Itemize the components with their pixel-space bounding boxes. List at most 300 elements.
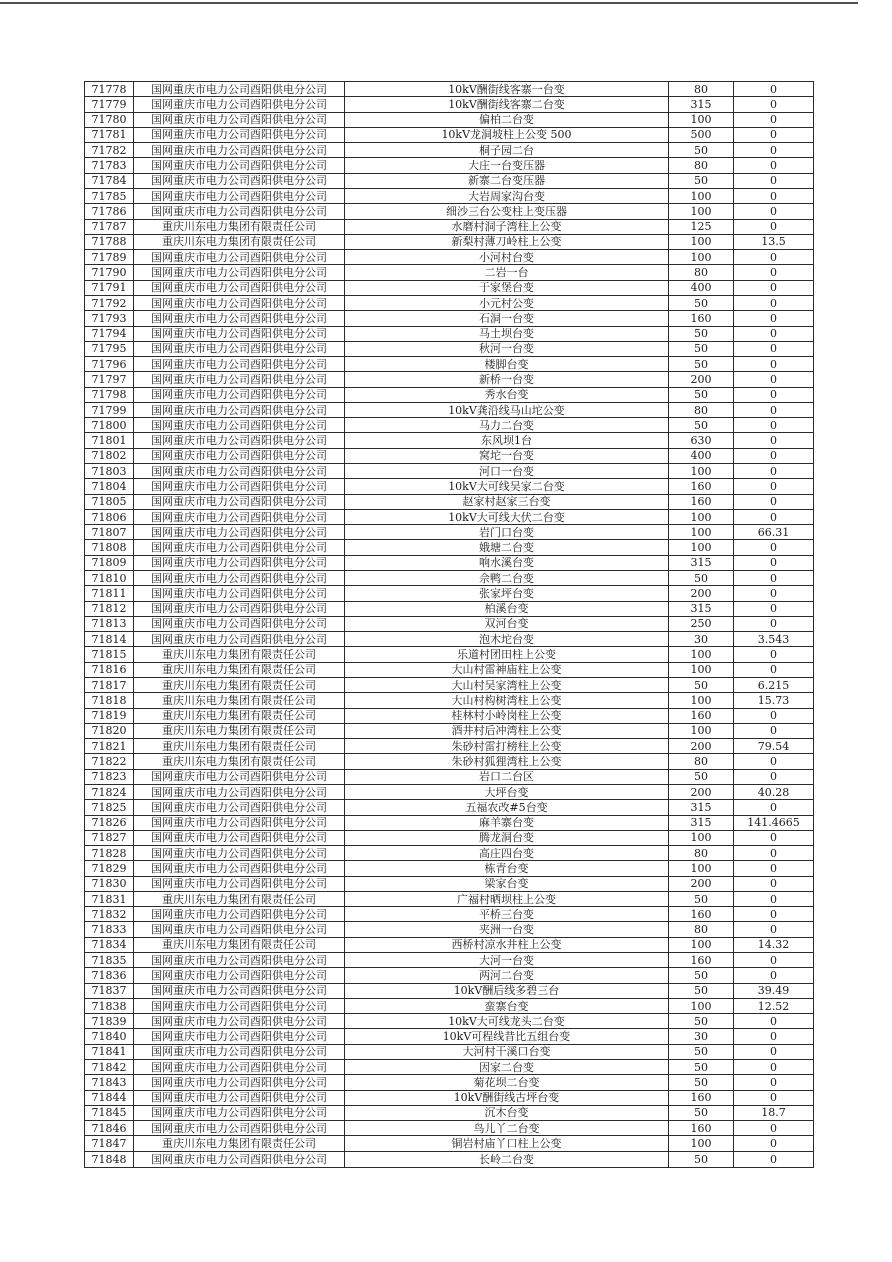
cell-value: 0 bbox=[734, 311, 814, 326]
cell-value: 0 bbox=[734, 1075, 814, 1090]
cell-id: 71796 bbox=[85, 357, 134, 372]
table-row bbox=[85, 662, 814, 677]
cell-name: 广福村晒坝柱上公变 bbox=[345, 891, 669, 906]
cell-id: 71839 bbox=[85, 1014, 134, 1029]
table-row bbox=[85, 372, 814, 387]
cell-value: 0 bbox=[734, 341, 814, 356]
cell-id: 71834 bbox=[85, 937, 134, 952]
cell-value: 66.31 bbox=[734, 525, 814, 540]
cell-name: 10kV酬后线多碧三台 bbox=[345, 983, 669, 998]
top-rule bbox=[0, 2, 858, 4]
cell-name: 沉木台变 bbox=[345, 1105, 669, 1120]
table-row bbox=[85, 784, 814, 799]
cell-name: 偏柏二台变 bbox=[345, 112, 669, 127]
cell-name: 鸟儿丫二台变 bbox=[345, 1121, 669, 1136]
cell-name: 赵家村赵家三台变 bbox=[345, 494, 669, 509]
cell-company: 国网重庆市电力公司酉阳供电分公司 bbox=[134, 953, 345, 968]
cell-capacity: 400 bbox=[669, 280, 734, 295]
cell-id: 71846 bbox=[85, 1121, 134, 1136]
cell-value: 6.215 bbox=[734, 677, 814, 692]
cell-company: 国网重庆市电力公司酉阳供电分公司 bbox=[134, 525, 345, 540]
cell-capacity: 500 bbox=[669, 127, 734, 142]
table-row bbox=[85, 1121, 814, 1136]
cell-company: 重庆川东电力集团有限责任公司 bbox=[134, 219, 345, 234]
cell-name: 岩口二台区 bbox=[345, 769, 669, 784]
cell-capacity: 50 bbox=[669, 968, 734, 983]
cell-capacity: 200 bbox=[669, 586, 734, 601]
table-row bbox=[85, 1060, 814, 1075]
cell-value: 0 bbox=[734, 280, 814, 295]
table-row bbox=[85, 876, 814, 891]
cell-name: 朱砂村狐狸湾柱上公变 bbox=[345, 754, 669, 769]
cell-capacity: 50 bbox=[669, 295, 734, 310]
cell-name: 铜岩村庙丫口柱上公变 bbox=[345, 1136, 669, 1151]
cell-value: 0 bbox=[734, 555, 814, 570]
cell-capacity: 50 bbox=[669, 341, 734, 356]
cell-value: 18.7 bbox=[734, 1105, 814, 1120]
cell-company: 国网重庆市电力公司酉阳供电分公司 bbox=[134, 188, 345, 203]
cell-id: 71819 bbox=[85, 708, 134, 723]
table-row bbox=[85, 1105, 814, 1120]
cell-name: 小河村台变 bbox=[345, 250, 669, 265]
cell-name: 10kV大可线大伏二台变 bbox=[345, 509, 669, 524]
cell-company: 重庆川东电力集团有限责任公司 bbox=[134, 677, 345, 692]
cell-id: 71829 bbox=[85, 861, 134, 876]
cell-company: 重庆川东电力集团有限责任公司 bbox=[134, 1136, 345, 1151]
cell-capacity: 50 bbox=[669, 1014, 734, 1029]
cell-id: 71809 bbox=[85, 555, 134, 570]
table-row bbox=[85, 204, 814, 219]
cell-company: 国网重庆市电力公司酉阳供电分公司 bbox=[134, 1105, 345, 1120]
cell-value: 0 bbox=[734, 204, 814, 219]
cell-value: 0 bbox=[734, 97, 814, 112]
cell-value: 0 bbox=[734, 250, 814, 265]
cell-company: 国网重庆市电力公司酉阳供电分公司 bbox=[134, 112, 345, 127]
cell-id: 71795 bbox=[85, 341, 134, 356]
table-body bbox=[85, 82, 814, 1168]
cell-name: 栋青台变 bbox=[345, 861, 669, 876]
cell-name: 10kV龙洞坡柱上公变 500 bbox=[345, 127, 669, 142]
cell-capacity: 630 bbox=[669, 433, 734, 448]
cell-value: 0 bbox=[734, 158, 814, 173]
cell-value: 15.73 bbox=[734, 693, 814, 708]
cell-id: 71832 bbox=[85, 907, 134, 922]
table-row bbox=[85, 998, 814, 1013]
cell-capacity: 50 bbox=[669, 143, 734, 158]
cell-id: 71844 bbox=[85, 1090, 134, 1105]
cell-id: 71813 bbox=[85, 616, 134, 631]
cell-id: 71794 bbox=[85, 326, 134, 341]
cell-company: 重庆川东电力集团有限责任公司 bbox=[134, 754, 345, 769]
cell-capacity: 200 bbox=[669, 784, 734, 799]
cell-value: 0 bbox=[734, 433, 814, 448]
cell-company: 国网重庆市电力公司酉阳供电分公司 bbox=[134, 1014, 345, 1029]
cell-capacity: 50 bbox=[669, 983, 734, 998]
cell-company: 国网重庆市电力公司酉阳供电分公司 bbox=[134, 586, 345, 601]
cell-name: 大山村雷神庙柱上公变 bbox=[345, 662, 669, 677]
cell-name: 麻羊寨台变 bbox=[345, 815, 669, 830]
cell-value: 0 bbox=[734, 830, 814, 845]
cell-company: 国网重庆市电力公司酉阳供电分公司 bbox=[134, 509, 345, 524]
cell-id: 71808 bbox=[85, 540, 134, 555]
cell-value: 0 bbox=[734, 418, 814, 433]
cell-company: 重庆川东电力集团有限责任公司 bbox=[134, 647, 345, 662]
cell-name: 西桥村凉水井柱上公变 bbox=[345, 937, 669, 952]
table-row bbox=[85, 1044, 814, 1059]
cell-value: 0 bbox=[734, 479, 814, 494]
cell-name: 新寨二台变压器 bbox=[345, 173, 669, 188]
table-row bbox=[85, 1136, 814, 1151]
cell-company: 国网重庆市电力公司酉阳供电分公司 bbox=[134, 1060, 345, 1075]
cell-name: 娥塘二台变 bbox=[345, 540, 669, 555]
cell-id: 71823 bbox=[85, 769, 134, 784]
table-row bbox=[85, 586, 814, 601]
table-row bbox=[85, 479, 814, 494]
cell-company: 国网重庆市电力公司酉阳供电分公司 bbox=[134, 494, 345, 509]
cell-company: 国网重庆市电力公司酉阳供电分公司 bbox=[134, 479, 345, 494]
cell-value: 141.4665 bbox=[734, 815, 814, 830]
cell-capacity: 50 bbox=[669, 326, 734, 341]
cell-id: 71842 bbox=[85, 1060, 134, 1075]
table-row bbox=[85, 173, 814, 188]
cell-name: 酒井村后冲湾柱上公变 bbox=[345, 723, 669, 738]
cell-company: 国网重庆市电力公司酉阳供电分公司 bbox=[134, 295, 345, 310]
cell-value: 0 bbox=[734, 601, 814, 616]
table-row bbox=[85, 846, 814, 861]
cell-id: 71824 bbox=[85, 784, 134, 799]
table-row bbox=[85, 754, 814, 769]
cell-value: 0 bbox=[734, 464, 814, 479]
cell-name: 大岩周家沟台变 bbox=[345, 188, 669, 203]
cell-name: 大山村吴家湾柱上公变 bbox=[345, 677, 669, 692]
cell-company: 国网重庆市电力公司酉阳供电分公司 bbox=[134, 326, 345, 341]
cell-value: 0 bbox=[734, 295, 814, 310]
table-row bbox=[85, 280, 814, 295]
cell-id: 71843 bbox=[85, 1075, 134, 1090]
cell-id: 71788 bbox=[85, 234, 134, 249]
cell-name: 大河村干溪口台变 bbox=[345, 1044, 669, 1059]
cell-value: 0 bbox=[734, 509, 814, 524]
cell-capacity: 315 bbox=[669, 601, 734, 616]
cell-capacity: 400 bbox=[669, 448, 734, 463]
cell-capacity: 100 bbox=[669, 647, 734, 662]
cell-id: 71820 bbox=[85, 723, 134, 738]
cell-id: 71836 bbox=[85, 968, 134, 983]
cell-company: 国网重庆市电力公司酉阳供电分公司 bbox=[134, 540, 345, 555]
table-row bbox=[85, 158, 814, 173]
cell-value: 0 bbox=[734, 571, 814, 586]
cell-capacity: 100 bbox=[669, 723, 734, 738]
cell-value: 0 bbox=[734, 219, 814, 234]
cell-capacity: 160 bbox=[669, 479, 734, 494]
table-row bbox=[85, 448, 814, 463]
table-row bbox=[85, 387, 814, 402]
cell-company: 国网重庆市电力公司酉阳供电分公司 bbox=[134, 784, 345, 799]
cell-capacity: 100 bbox=[669, 234, 734, 249]
cell-id: 71806 bbox=[85, 509, 134, 524]
table-row bbox=[85, 769, 814, 784]
table-row bbox=[85, 601, 814, 616]
cell-value: 40.28 bbox=[734, 784, 814, 799]
cell-capacity: 315 bbox=[669, 97, 734, 112]
cell-id: 71778 bbox=[85, 82, 134, 97]
table-row bbox=[85, 891, 814, 906]
cell-id: 71847 bbox=[85, 1136, 134, 1151]
cell-id: 71845 bbox=[85, 1105, 134, 1120]
cell-company: 国网重庆市电力公司酉阳供电分公司 bbox=[134, 983, 345, 998]
cell-name: 新桥一台变 bbox=[345, 372, 669, 387]
cell-value: 0 bbox=[734, 112, 814, 127]
table-row bbox=[85, 555, 814, 570]
cell-name: 10kV酬街线客寨一台变 bbox=[345, 82, 669, 97]
table-row bbox=[85, 723, 814, 738]
cell-id: 71783 bbox=[85, 158, 134, 173]
cell-name: 马土坝台变 bbox=[345, 326, 669, 341]
cell-value: 0 bbox=[734, 127, 814, 142]
cell-capacity: 50 bbox=[669, 1105, 734, 1120]
cell-id: 71803 bbox=[85, 464, 134, 479]
table-row bbox=[85, 1014, 814, 1029]
cell-name: 河口一台变 bbox=[345, 464, 669, 479]
cell-id: 71826 bbox=[85, 815, 134, 830]
cell-id: 71831 bbox=[85, 891, 134, 906]
cell-capacity: 315 bbox=[669, 800, 734, 815]
table-row bbox=[85, 861, 814, 876]
cell-capacity: 100 bbox=[669, 662, 734, 677]
cell-name: 水磨村洞子湾柱上公变 bbox=[345, 219, 669, 234]
cell-capacity: 160 bbox=[669, 1121, 734, 1136]
cell-id: 71828 bbox=[85, 846, 134, 861]
cell-id: 71816 bbox=[85, 662, 134, 677]
cell-company: 重庆川东电力集团有限责任公司 bbox=[134, 891, 345, 906]
cell-company: 重庆川东电力集团有限责任公司 bbox=[134, 234, 345, 249]
cell-value: 0 bbox=[734, 1060, 814, 1075]
cell-value: 0 bbox=[734, 1121, 814, 1136]
cell-value: 14.32 bbox=[734, 937, 814, 952]
cell-value: 12.52 bbox=[734, 998, 814, 1013]
table-row bbox=[85, 188, 814, 203]
cell-company: 国网重庆市电力公司酉阳供电分公司 bbox=[134, 250, 345, 265]
cell-name: 10kV酬街线古坪台变 bbox=[345, 1090, 669, 1105]
cell-name: 秀水台变 bbox=[345, 387, 669, 402]
cell-name: 高庄四台变 bbox=[345, 846, 669, 861]
cell-capacity: 50 bbox=[669, 571, 734, 586]
cell-capacity: 100 bbox=[669, 861, 734, 876]
cell-company: 重庆川东电力集团有限责任公司 bbox=[134, 693, 345, 708]
cell-value: 0 bbox=[734, 922, 814, 937]
cell-name: 石洞一台变 bbox=[345, 311, 669, 326]
cell-value: 0 bbox=[734, 357, 814, 372]
cell-capacity: 50 bbox=[669, 173, 734, 188]
cell-name: 10kV可程线昔比五组台变 bbox=[345, 1029, 669, 1044]
cell-name: 东风坝1台 bbox=[345, 433, 669, 448]
table-row bbox=[85, 677, 814, 692]
cell-id: 71838 bbox=[85, 998, 134, 1013]
cell-capacity: 160 bbox=[669, 708, 734, 723]
cell-id: 71837 bbox=[85, 983, 134, 998]
cell-value: 0 bbox=[734, 326, 814, 341]
table-row bbox=[85, 693, 814, 708]
table-row bbox=[85, 433, 814, 448]
cell-capacity: 160 bbox=[669, 494, 734, 509]
cell-value: 3.543 bbox=[734, 632, 814, 647]
cell-capacity: 50 bbox=[669, 891, 734, 906]
cell-capacity: 80 bbox=[669, 754, 734, 769]
cell-capacity: 50 bbox=[669, 387, 734, 402]
cell-name: 因家二台变 bbox=[345, 1060, 669, 1075]
cell-company: 国网重庆市电力公司酉阳供电分公司 bbox=[134, 418, 345, 433]
cell-company: 国网重庆市电力公司酉阳供电分公司 bbox=[134, 907, 345, 922]
cell-id: 71781 bbox=[85, 127, 134, 142]
cell-capacity: 100 bbox=[669, 509, 734, 524]
cell-value: 0 bbox=[734, 968, 814, 983]
cell-id: 71784 bbox=[85, 173, 134, 188]
cell-company: 国网重庆市电力公司酉阳供电分公司 bbox=[134, 158, 345, 173]
cell-name: 柏溪台变 bbox=[345, 601, 669, 616]
table-row bbox=[85, 968, 814, 983]
table-row bbox=[85, 571, 814, 586]
cell-value: 0 bbox=[734, 647, 814, 662]
cell-capacity: 125 bbox=[669, 219, 734, 234]
cell-value: 0 bbox=[734, 1014, 814, 1029]
cell-id: 71790 bbox=[85, 265, 134, 280]
cell-id: 71789 bbox=[85, 250, 134, 265]
cell-id: 71827 bbox=[85, 830, 134, 845]
cell-company: 国网重庆市电力公司酉阳供电分公司 bbox=[134, 846, 345, 861]
cell-company: 国网重庆市电力公司酉阳供电分公司 bbox=[134, 1029, 345, 1044]
table-row bbox=[85, 1151, 814, 1167]
cell-company: 国网重庆市电力公司酉阳供电分公司 bbox=[134, 387, 345, 402]
cell-name: 两河二台变 bbox=[345, 968, 669, 983]
cell-capacity: 315 bbox=[669, 555, 734, 570]
cell-company: 国网重庆市电力公司酉阳供电分公司 bbox=[134, 464, 345, 479]
cell-company: 国网重庆市电力公司酉阳供电分公司 bbox=[134, 1044, 345, 1059]
table-row bbox=[85, 82, 814, 97]
cell-id: 71821 bbox=[85, 739, 134, 754]
cell-company: 国网重庆市电力公司酉阳供电分公司 bbox=[134, 127, 345, 142]
cell-id: 71814 bbox=[85, 632, 134, 647]
cell-value: 0 bbox=[734, 1044, 814, 1059]
cell-company: 国网重庆市电力公司酉阳供电分公司 bbox=[134, 601, 345, 616]
cell-name: 平桥三台变 bbox=[345, 907, 669, 922]
cell-capacity: 100 bbox=[669, 112, 734, 127]
cell-company: 国网重庆市电力公司酉阳供电分公司 bbox=[134, 861, 345, 876]
table-row bbox=[85, 1090, 814, 1105]
cell-value: 0 bbox=[734, 891, 814, 906]
transformer-table bbox=[84, 81, 814, 1168]
cell-name: 小元村公变 bbox=[345, 295, 669, 310]
cell-company: 国网重庆市电力公司酉阳供电分公司 bbox=[134, 632, 345, 647]
cell-name: 双河台变 bbox=[345, 616, 669, 631]
table-row bbox=[85, 219, 814, 234]
cell-value: 0 bbox=[734, 616, 814, 631]
cell-capacity: 100 bbox=[669, 188, 734, 203]
cell-value: 0 bbox=[734, 1090, 814, 1105]
cell-name: 菊花坝二台变 bbox=[345, 1075, 669, 1090]
table-row bbox=[85, 143, 814, 158]
cell-name: 五福农改#5台变 bbox=[345, 800, 669, 815]
cell-capacity: 100 bbox=[669, 937, 734, 952]
cell-company: 国网重庆市电力公司酉阳供电分公司 bbox=[134, 571, 345, 586]
cell-capacity: 50 bbox=[669, 1060, 734, 1075]
table-row bbox=[85, 265, 814, 280]
cell-capacity: 100 bbox=[669, 464, 734, 479]
cell-capacity: 100 bbox=[669, 540, 734, 555]
cell-name: 大山村构树湾柱上公变 bbox=[345, 693, 669, 708]
cell-capacity: 200 bbox=[669, 372, 734, 387]
cell-company: 国网重庆市电力公司酉阳供电分公司 bbox=[134, 1090, 345, 1105]
table-row bbox=[85, 311, 814, 326]
cell-id: 71812 bbox=[85, 601, 134, 616]
cell-value: 0 bbox=[734, 846, 814, 861]
cell-id: 71822 bbox=[85, 754, 134, 769]
cell-id: 71792 bbox=[85, 295, 134, 310]
cell-company: 国网重庆市电力公司酉阳供电分公司 bbox=[134, 616, 345, 631]
table-row bbox=[85, 341, 814, 356]
cell-name: 桂林村小岭岗柱上公变 bbox=[345, 708, 669, 723]
table-row bbox=[85, 1075, 814, 1090]
cell-value: 0 bbox=[734, 387, 814, 402]
cell-company: 国网重庆市电力公司酉阳供电分公司 bbox=[134, 433, 345, 448]
cell-id: 71810 bbox=[85, 571, 134, 586]
cell-company: 国网重庆市电力公司酉阳供电分公司 bbox=[134, 280, 345, 295]
cell-name: 细沙三台公变柱上变压器 bbox=[345, 204, 669, 219]
cell-value: 0 bbox=[734, 188, 814, 203]
cell-name: 张家坪台变 bbox=[345, 586, 669, 601]
cell-id: 71793 bbox=[85, 311, 134, 326]
table-row bbox=[85, 234, 814, 249]
cell-capacity: 80 bbox=[669, 922, 734, 937]
cell-capacity: 200 bbox=[669, 739, 734, 754]
cell-id: 71807 bbox=[85, 525, 134, 540]
cell-value: 0 bbox=[734, 876, 814, 891]
table-row bbox=[85, 815, 814, 830]
cell-capacity: 315 bbox=[669, 815, 734, 830]
cell-name: 蛮寨台变 bbox=[345, 998, 669, 1013]
cell-company: 国网重庆市电力公司酉阳供电分公司 bbox=[134, 311, 345, 326]
table-row bbox=[85, 418, 814, 433]
cell-capacity: 250 bbox=[669, 616, 734, 631]
cell-value: 0 bbox=[734, 769, 814, 784]
cell-capacity: 50 bbox=[669, 769, 734, 784]
cell-value: 0 bbox=[734, 662, 814, 677]
cell-id: 71848 bbox=[85, 1151, 134, 1167]
cell-company: 重庆川东电力集团有限责任公司 bbox=[134, 739, 345, 754]
cell-value: 0 bbox=[734, 265, 814, 280]
cell-name: 二岩一台 bbox=[345, 265, 669, 280]
cell-capacity: 80 bbox=[669, 846, 734, 861]
cell-name: 窝坨一台变 bbox=[345, 448, 669, 463]
cell-company: 重庆川东电力集团有限责任公司 bbox=[134, 723, 345, 738]
cell-value: 0 bbox=[734, 1151, 814, 1167]
cell-value: 0 bbox=[734, 907, 814, 922]
cell-value: 39.49 bbox=[734, 983, 814, 998]
cell-value: 0 bbox=[734, 494, 814, 509]
cell-id: 71780 bbox=[85, 112, 134, 127]
cell-capacity: 160 bbox=[669, 1090, 734, 1105]
cell-id: 71787 bbox=[85, 219, 134, 234]
cell-capacity: 100 bbox=[669, 204, 734, 219]
cell-company: 国网重庆市电力公司酉阳供电分公司 bbox=[134, 357, 345, 372]
cell-company: 国网重庆市电力公司酉阳供电分公司 bbox=[134, 82, 345, 97]
cell-company: 国网重庆市电力公司酉阳供电分公司 bbox=[134, 998, 345, 1013]
cell-capacity: 80 bbox=[669, 265, 734, 280]
cell-company: 国网重庆市电力公司酉阳供电分公司 bbox=[134, 341, 345, 356]
cell-name: 朱砂村雷打榜柱上公变 bbox=[345, 739, 669, 754]
cell-company: 国网重庆市电力公司酉阳供电分公司 bbox=[134, 1121, 345, 1136]
cell-id: 71817 bbox=[85, 677, 134, 692]
cell-value: 0 bbox=[734, 723, 814, 738]
